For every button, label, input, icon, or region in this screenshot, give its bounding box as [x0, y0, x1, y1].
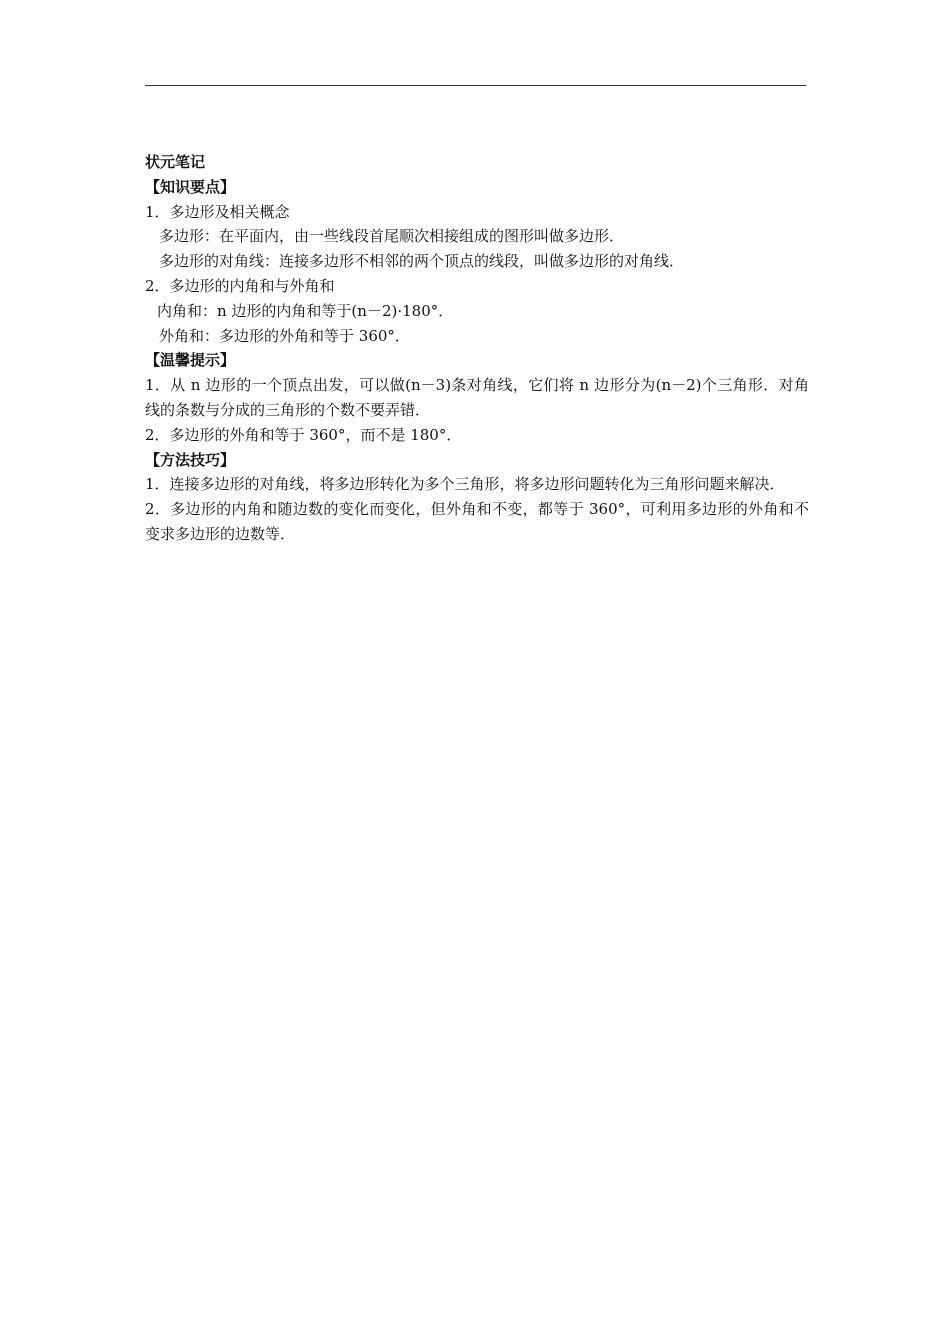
- method-item-2: 2．多边形的内角和随边数的变化而变化，但外角和不变，都等于 360°，可利用多边形的外角和不变求多边形的边数等．: [145, 500, 809, 543]
- knowledge-item-2-interior-sum: 内角和：n 边形的内角和等于(n－2)·180°．: [157, 301, 454, 320]
- tip-item-1: 1．从 n 边形的一个顶点出发，可以做(n－3)条对角线，它们将 n 边形分为(n－2)个三角形．对角线的条数与分成的三角形的个数不要弄错．: [145, 376, 809, 419]
- knowledge-item-2-title: 2．多边形的内角和与外角和: [145, 276, 335, 295]
- tip-item-2: 2．多边形的外角和等于 360°，而不是 180°．: [145, 425, 462, 444]
- method-item-1: 1．连接多边形的对角线，将多边形转化为多个三角形，将多边形问题转化为三角形问题来解决．: [145, 475, 785, 494]
- document-body: [145, 150, 809, 547]
- section-heading-tips: 【温馨提示】: [145, 351, 236, 370]
- knowledge-item-1-definition-polygon: 多边形：在平面内，由一些线段首尾顺次相接组成的图形叫做多边形．: [159, 227, 625, 246]
- header-rule: [145, 85, 806, 86]
- knowledge-item-2-exterior-sum: 外角和：多边形的外角和等于 360°．: [159, 326, 410, 345]
- knowledge-item-1-title: 1．多边形及相关概念: [145, 202, 290, 221]
- section-heading-methods: 【方法技巧】: [145, 450, 236, 469]
- knowledge-item-1-definition-diagonal: 多边形的对角线：连接多边形不相邻的两个顶点的线段，叫做多边形的对角线．: [159, 252, 685, 271]
- section-heading-knowledge: 【知识要点】: [145, 177, 236, 196]
- page-title: 状元笔记: [145, 153, 206, 171]
